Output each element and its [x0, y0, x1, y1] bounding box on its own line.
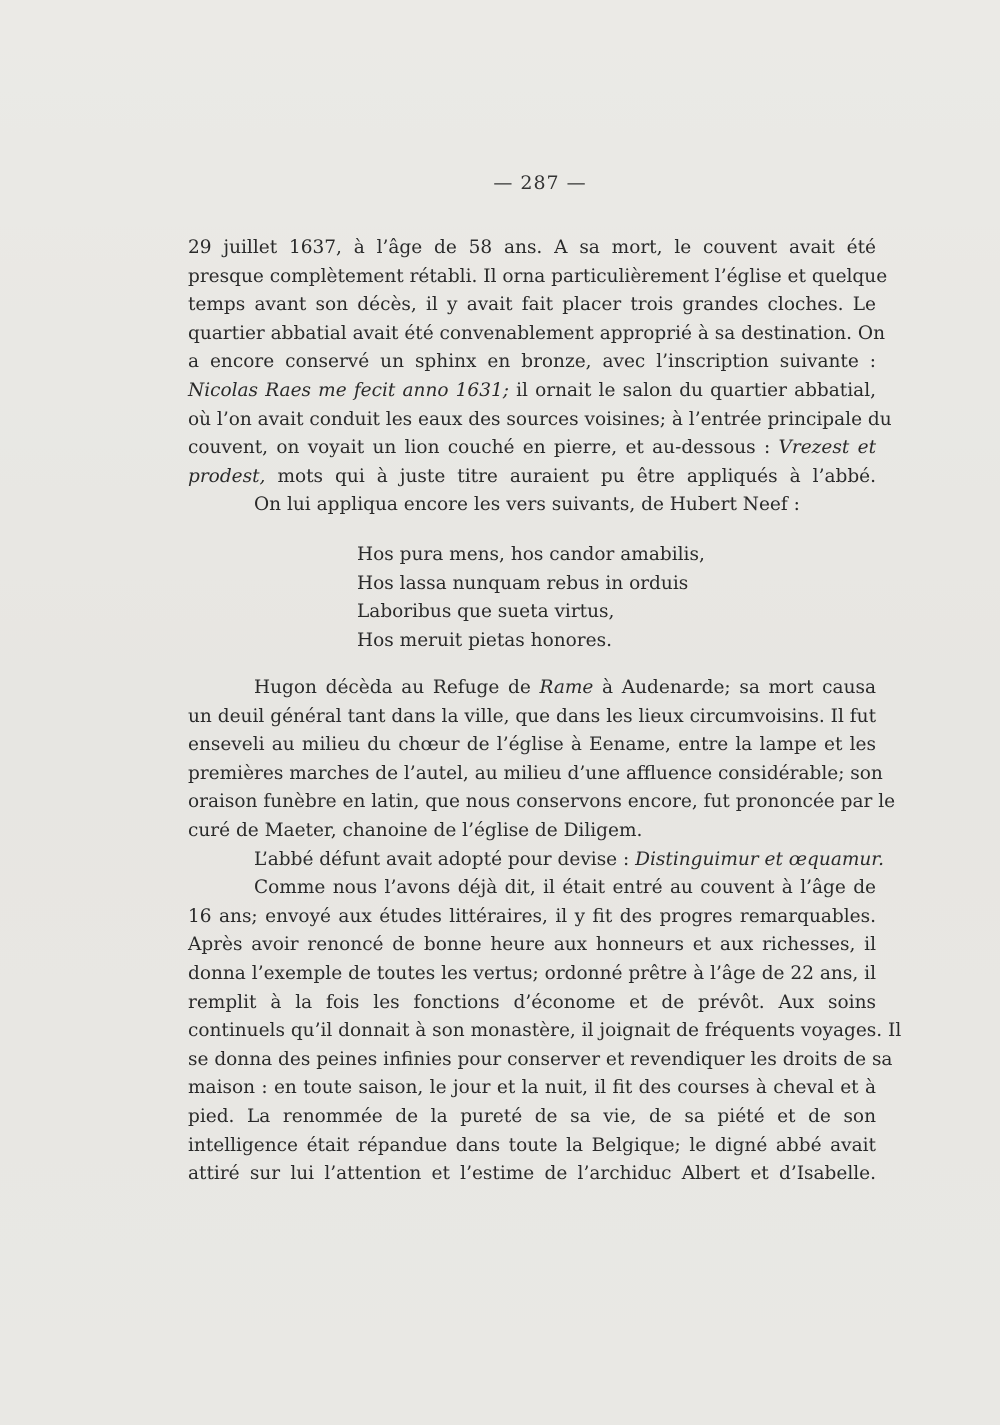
text-line: 29 juillet 1637, à l’âge de 58 ans. A sa mort, le couvent avait été — [188, 237, 876, 258]
text-line: maison : en toute saison, le jour et la nuit, il fit des courses à cheval et à — [188, 1077, 876, 1099]
text-line — [188, 434, 876, 463]
text-span: Hugon décèda au Refuge de — [254, 677, 540, 698]
text-line: oraison funèbre en latin, que nous conservons encore, fut prononcée par le — [188, 791, 896, 813]
text-span: couvent, on voyait un lion couché en pierre, et au-dessous : — [188, 437, 779, 459]
page-number: — 287 — — [493, 172, 587, 194]
text-line: presque complètement rétabli. Il orna particulièrement l’église et quelque — [188, 265, 888, 287]
motto-italic: Distinguimur et œquamur. — [635, 848, 884, 870]
inscription-italic: Nicolas Raes me fecit anno 1631; — [188, 379, 509, 401]
text-line: se donna des peines infinies pour conserver et revendiquer les droits de sa — [188, 1048, 893, 1070]
text-line: intelligence était répandue dans toute la Belgique; le digné abbé avait — [188, 1134, 876, 1156]
text-line — [188, 463, 876, 492]
text-line: a encore conservé un sphinx en bronze, avec l’inscription suivante : — [188, 351, 876, 373]
text-line: remplit à la fois les fonctions d’économe et de prévôt. Aux soins — [188, 991, 876, 1013]
verse-block — [357, 541, 705, 655]
text-line: On lui appliqua encore les vers suivants, de Hubert Neef : — [254, 494, 800, 516]
text-line: attiré sur lui l’attention et l’estime de l’archiduc Albert et d’Isabelle. — [188, 1163, 876, 1185]
text-line: Comme nous l’avons déjà dit, il était entré au couvent à l’âge de — [254, 877, 876, 899]
text-line: où l’on avait conduit les eaux des sources voisines; à l’entrée principale du — [188, 408, 892, 430]
text-line: curé de Maeter, chanoine de l’église de Diligem. — [188, 819, 643, 841]
text-line — [188, 846, 884, 875]
verse-line: Laboribus que sueta virtus, — [357, 601, 615, 623]
paragraph-2 — [188, 674, 902, 1189]
text-line: enseveli au milieu du chœur de l’église à Eename, entre la lampe et les — [188, 734, 876, 756]
text-span: il ornait le salon du quartier abbatial, — [508, 379, 876, 401]
text-line: continuels qu’il donnait à son monastère, il joignait de fréquents voyages. Il — [188, 1020, 902, 1042]
verse-line: Hos meruit pietas honores. — [357, 629, 612, 651]
text-line: donna l’exemple de toutes les vertus; ordonné prêtre à l’âge de 22 ans, il — [188, 962, 876, 984]
text-line: temps avant son décès, il y avait fait placer trois grandes cloches. Le — [188, 294, 876, 316]
paragraph-1 — [188, 234, 892, 520]
text-line: premières marches de l’autel, au milieu d’une affluence considérable; son — [188, 762, 883, 784]
verse-line: Hos lassa nunquam rebus in orduis — [357, 572, 689, 594]
text-span: mots qui à juste titre auraient pu être appliqués à l’abbé. — [265, 465, 876, 487]
verse-line: Hos pura mens, hos candor amabilis, — [357, 544, 705, 565]
text-line: pied. La renommée de la pureté de sa vie, de sa piété et de son — [188, 1105, 876, 1127]
text-span: L’abbé défunt avait adopté pour devise : — [254, 848, 636, 870]
text-line: 16 ans; envoyé aux études littéraires, il y fit des progres remarquables. — [188, 905, 876, 927]
text-line: quartier abbatial avait été convenablement approprié à sa destination. On — [188, 322, 885, 344]
text-line — [188, 674, 876, 703]
motto-italic: Vrezest et — [778, 437, 877, 459]
place-italic: Rame — [539, 677, 594, 698]
text-span: à Audenarde; sa mort causa — [593, 677, 877, 698]
text-line: Après avoir renoncé de bonne heure aux honneurs et aux richesses, il — [188, 934, 876, 956]
text-line: un deuil général tant dans la ville, que dans les lieux circumvoisins. Il fut — [188, 705, 876, 727]
motto-italic: prodest, — [188, 465, 266, 487]
text-line — [188, 377, 876, 406]
